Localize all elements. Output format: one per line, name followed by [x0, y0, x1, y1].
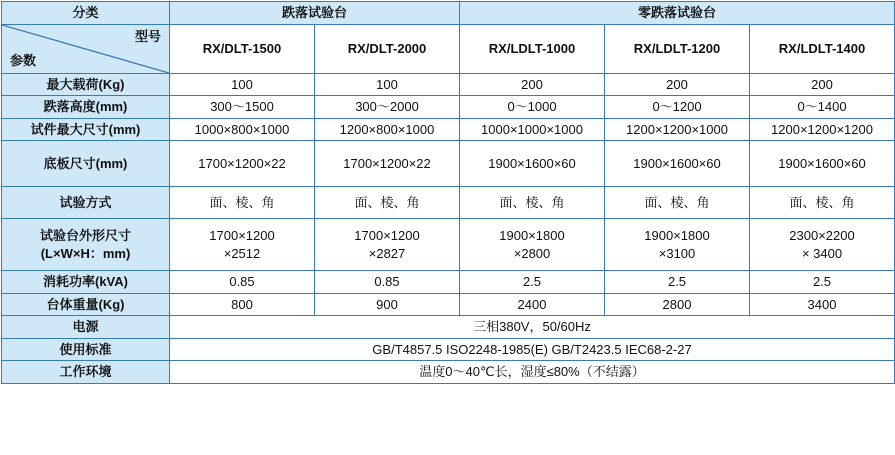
model-header-5: RX/LDLT-1400: [750, 24, 895, 73]
table-row: [2, 118, 895, 141]
cell-overall-dimensions-2: [315, 219, 460, 271]
cell-base-plate-4: 1900×1600×60: [605, 141, 750, 187]
group-header-drop-test: 跌落试验台: [170, 2, 460, 25]
model-header-4: RX/LDLT-1200: [605, 24, 750, 73]
corner-label-model: 型号: [134, 28, 161, 44]
row-label-overall-dimensions-line2: (L×W×H：mm): [40, 245, 131, 261]
group-header-zero-drop-test: 零跌落试验台: [460, 2, 895, 25]
cell-overall-dimensions-1: [170, 219, 315, 271]
row-label-max-specimen-size: 试件最大尺寸(mm): [2, 118, 170, 141]
row-label-drop-height: 跌落高度(mm): [2, 96, 170, 119]
table-row: [2, 338, 895, 361]
corner-label-parameter: 参数: [10, 53, 37, 68]
table-row-dimensions: [2, 219, 895, 271]
cell-base-plate-5: 1900×1600×60: [750, 141, 895, 187]
cell-overall-dimensions-2-line2: ×2827: [368, 245, 406, 261]
table-row: [2, 141, 895, 187]
cell-power-consumption-1: 0.85: [170, 271, 315, 294]
row-label-power-supply: 电源: [2, 316, 170, 339]
cell-power-consumption-4: 2.5: [605, 271, 750, 294]
model-header-3: RX/LDLT-1000: [460, 24, 605, 73]
cell-power-consumption-5: 2.5: [750, 271, 895, 294]
cell-drop-height-5: 0～1400: [750, 96, 895, 119]
model-header-1: RX/DLT-1500: [170, 24, 315, 73]
cell-power-supply-value: 三相380V，50/60Hz: [170, 316, 895, 339]
cell-max-load-3: 200: [460, 73, 605, 96]
cell-overall-dimensions-5-line2: × 3400: [801, 245, 843, 261]
table-row: [2, 316, 895, 339]
row-label-max-load: 最大载荷(Kg): [2, 73, 170, 96]
table-row: [2, 96, 895, 119]
cell-test-method-3: 面、棱、角: [460, 187, 605, 219]
category-header: 分类: [2, 2, 170, 25]
cell-working-environment-value: 温度0～40℃长，湿度≤80%（不结露）: [170, 361, 895, 384]
cell-base-plate-2: 1700×1200×22: [315, 141, 460, 187]
table-row: [2, 293, 895, 316]
row-label-machine-weight: 台体重量(Kg): [2, 293, 170, 316]
cell-test-method-1: 面、棱、角: [170, 187, 315, 219]
row-label-test-method: 试验方式: [2, 187, 170, 219]
table-row: [2, 187, 895, 219]
model-header-2: RX/DLT-2000: [315, 24, 460, 73]
row-label-overall-dimensions: [2, 219, 170, 271]
cell-test-method-2: 面、棱、角: [315, 187, 460, 219]
cell-max-load-4: 200: [605, 73, 750, 96]
row-label-power-consumption: 消耗功率(kVA): [2, 271, 170, 294]
table-row-group-header: [2, 2, 895, 25]
cell-overall-dimensions-3-line1: 1900×1800: [499, 228, 565, 244]
cell-max-load-2: 100: [315, 73, 460, 96]
row-label-working-environment: 工作环境: [2, 361, 170, 384]
cell-machine-weight-1: 800: [170, 293, 315, 316]
cell-overall-dimensions-4: [605, 219, 750, 271]
cell-drop-height-2: 300～2000: [315, 96, 460, 119]
cell-specimen-size-1: 1000×800×1000: [170, 118, 315, 141]
cell-max-load-5: 200: [750, 73, 895, 96]
cell-specimen-size-4: 1200×1200×1000: [605, 118, 750, 141]
cell-drop-height-4: 0～1200: [605, 96, 750, 119]
cell-machine-weight-5: 3400: [750, 293, 895, 316]
table-row: [2, 271, 895, 294]
cell-machine-weight-4: 2800: [605, 293, 750, 316]
cell-test-method-4: 面、棱、角: [605, 187, 750, 219]
cell-power-consumption-2: 0.85: [315, 271, 460, 294]
cell-specimen-size-3: 1000×1000×1000: [460, 118, 605, 141]
row-label-overall-dimensions-line1: 试验台外形尺寸: [39, 228, 131, 244]
cell-specimen-size-2: 1200×800×1000: [315, 118, 460, 141]
cell-overall-dimensions-5: [750, 219, 895, 271]
cell-machine-weight-2: 900: [315, 293, 460, 316]
cell-base-plate-3: 1900×1600×60: [460, 141, 605, 187]
row-label-standards: 使用标准: [2, 338, 170, 361]
cell-base-plate-1: 1700×1200×22: [170, 141, 315, 187]
cell-drop-height-3: 0～1000: [460, 96, 605, 119]
cell-overall-dimensions-4-line1: 1900×1800: [644, 228, 710, 244]
cell-drop-height-1: 300～1500: [170, 96, 315, 119]
cell-overall-dimensions-1-line2: ×2512: [223, 245, 261, 261]
table-row: [2, 361, 895, 384]
cell-overall-dimensions-2-line1: 1700×1200: [354, 228, 420, 244]
cell-specimen-size-5: 1200×1200×1200: [750, 118, 895, 141]
corner-cell-model-parameter: [2, 24, 170, 73]
table-row-models: [2, 24, 895, 73]
cell-overall-dimensions-4-line2: ×3100: [658, 245, 696, 261]
cell-overall-dimensions-5-line1: 2300×2200: [789, 228, 855, 244]
cell-machine-weight-3: 2400: [460, 293, 605, 316]
cell-test-method-5: 面、棱、角: [750, 187, 895, 219]
cell-overall-dimensions-3-line2: ×2800: [513, 245, 551, 261]
cell-overall-dimensions-1-line1: 1700×1200: [209, 228, 275, 244]
cell-max-load-1: 100: [170, 73, 315, 96]
cell-standards-value: GB/T4857.5 ISO2248-1985(E) GB/T2423.5 IEC68-2-27: [170, 338, 895, 361]
cell-power-consumption-3: 2.5: [460, 271, 605, 294]
specification-table: [1, 1, 895, 384]
cell-overall-dimensions-3: [460, 219, 605, 271]
table-row: [2, 73, 895, 96]
row-label-base-plate-size: 底板尺寸(mm): [2, 141, 170, 187]
